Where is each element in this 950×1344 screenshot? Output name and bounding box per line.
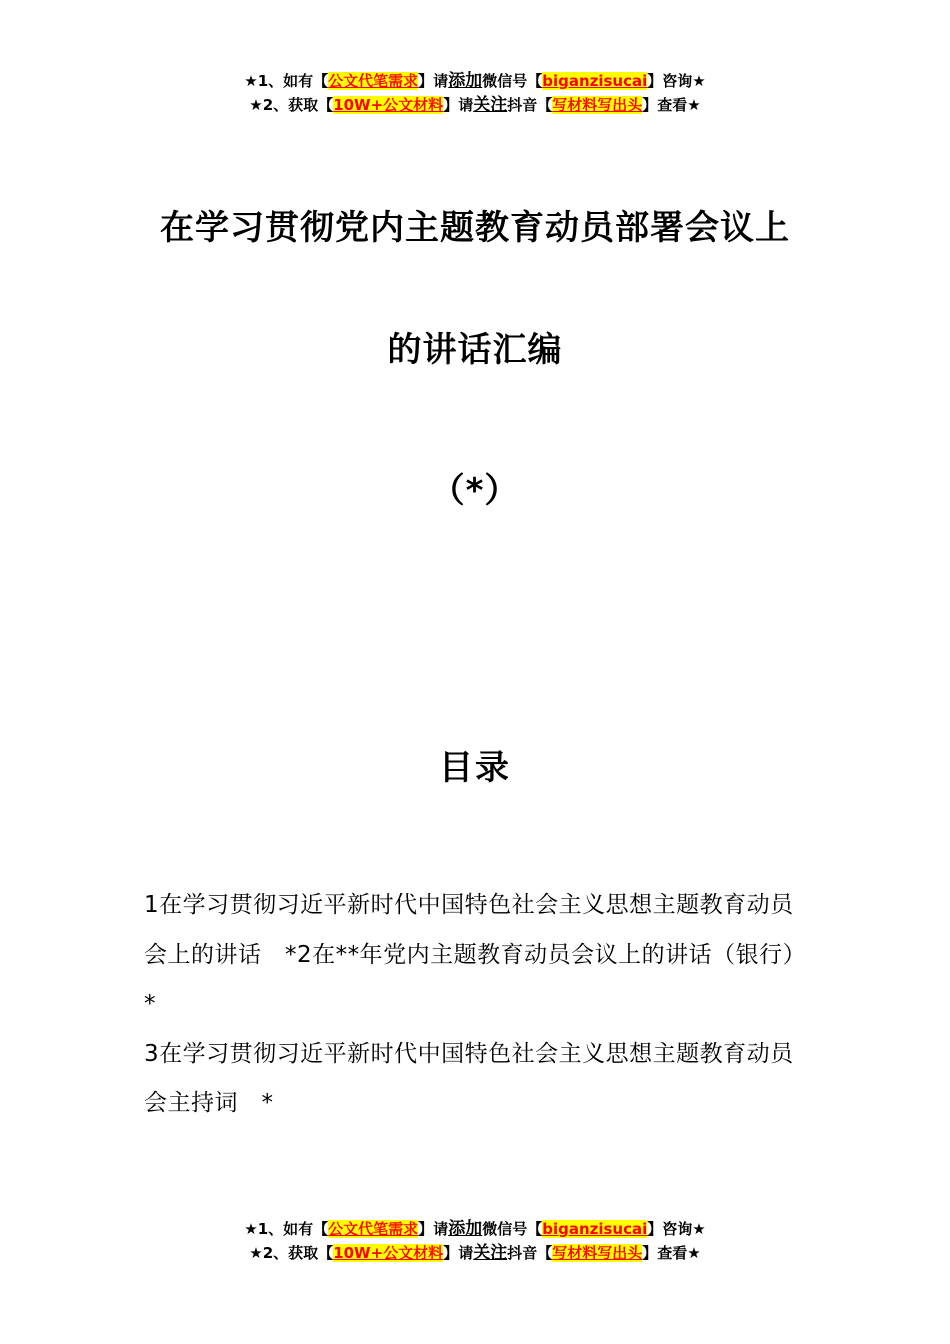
header-banner [0, 69, 950, 117]
banner-underlined-text: 添加 [448, 71, 483, 91]
banner-line-1 [0, 69, 950, 93]
banner-text: ★1、如有【 [244, 72, 329, 90]
banner-underlined-text: 关注 [473, 1243, 508, 1263]
banner-text: 】咨询★ [647, 1220, 706, 1238]
banner-text: 】请 [443, 96, 474, 114]
banner-highlight: 写材料写出头 [552, 96, 643, 114]
banner-line-2 [0, 1241, 950, 1265]
banner-highlight: biganzisucai [542, 72, 648, 90]
banner-text: 】查看★ [642, 1244, 701, 1262]
banner-highlight: 写材料写出头 [552, 1244, 643, 1262]
banner-line-1 [0, 1217, 950, 1241]
document-title-line-3: （*） [430, 471, 520, 511]
banner-underlined-text: 关注 [473, 95, 508, 115]
banner-text: 微信号【 [482, 1220, 543, 1238]
banner-highlight: 公文代笔需求 [328, 72, 419, 90]
document-title-line-1: 在学习贯彻党内主题教育动员部署会议上 [160, 208, 790, 248]
banner-text: ★2、获取【 [249, 1244, 334, 1262]
banner-text: 抖音【 [507, 96, 553, 114]
toc-paragraph: 1在学习贯彻习近平新时代中国特色社会主义思想主题教育动员会上的讲话 *2在**年党内主题教育动员会议上的讲话（银行）* [144, 892, 807, 1017]
banner-highlight: 10W+公文材料 [333, 1244, 444, 1262]
banner-text: ★1、如有【 [244, 1220, 329, 1238]
banner-line-2 [0, 93, 950, 117]
footer-banner [0, 1217, 950, 1265]
toc-heading: 目录 [439, 748, 511, 788]
toc-paragraph: 3在学习贯彻习近平新时代中国特色社会主义思想主题教育动员会主持词 * [144, 1040, 794, 1116]
banner-underlined-text: 添加 [448, 1219, 483, 1239]
banner-text: 】请 [418, 1220, 449, 1238]
banner-text: 】查看★ [642, 96, 701, 114]
document-title-line-2: 的讲话汇编 [387, 330, 563, 370]
banner-text: ★2、获取【 [249, 96, 334, 114]
banner-text: 抖音【 [507, 1244, 553, 1262]
toc-body [144, 881, 814, 1129]
banner-highlight: 10W+公文材料 [333, 96, 444, 114]
banner-highlight: 公文代笔需求 [328, 1220, 419, 1238]
banner-text: 】咨询★ [647, 72, 706, 90]
banner-text: 】请 [443, 1244, 474, 1262]
banner-text: 】请 [418, 72, 449, 90]
banner-highlight: biganzisucai [542, 1220, 648, 1238]
banner-text: 微信号【 [482, 72, 543, 90]
